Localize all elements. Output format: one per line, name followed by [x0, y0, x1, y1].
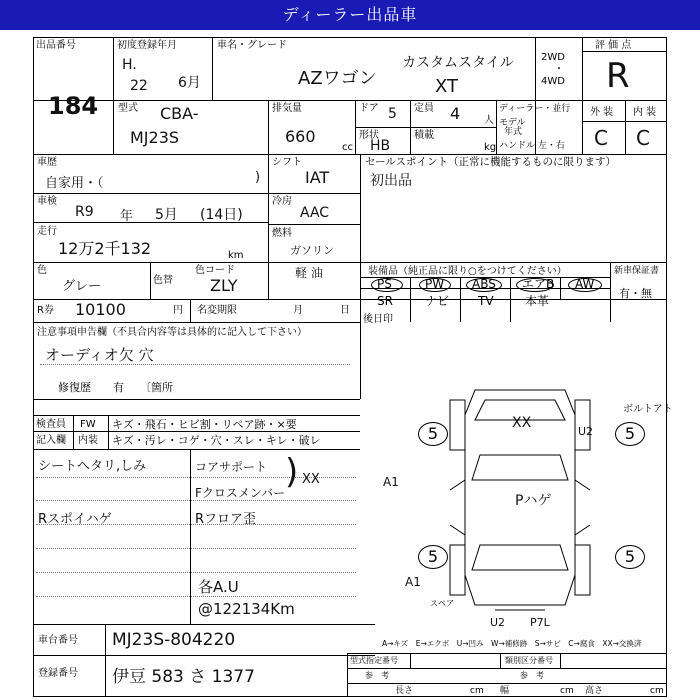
chassis-label: 車台番号 — [38, 635, 78, 646]
fw-label: FW — [80, 419, 96, 430]
car-name-label: 車名・グレード — [217, 40, 287, 51]
diag-p-hage: Pハゲ — [515, 493, 552, 509]
ext-label: 外 装 — [590, 107, 614, 118]
bracket: ) — [285, 452, 299, 492]
color-code-label: 色コード — [195, 265, 235, 276]
dealer-parallel-label: ディーラー・並行 — [499, 104, 571, 114]
km-label: km — [228, 250, 244, 261]
after-stamp-label: 後日印 — [363, 314, 393, 325]
fmt-cat-label: 類別区分番号 — [505, 656, 553, 665]
header-title: ディーラー出品車 — [0, 0, 700, 30]
int-label: 内 装 — [633, 107, 657, 118]
remark-2: Rスポイハゲ — [38, 512, 112, 527]
height-label: 高さ — [585, 686, 604, 696]
first-reg-label: 初度登録年月 — [117, 40, 177, 51]
remark-r-4: 各A.U — [198, 578, 239, 596]
fmt-cert-label: 型式指定番号 — [350, 656, 398, 665]
repair-has: 有 — [113, 381, 124, 394]
grade-value: カスタムスタイル — [402, 55, 514, 71]
month-label: 月 — [293, 305, 303, 316]
notes-value: オーディオ欠 穴 — [45, 346, 154, 364]
sales-point-label: セールスポイント（正常に機能するものに限ります） — [365, 156, 617, 168]
marks-ext: キズ・飛石・ヒビ割・リペア跡・×要 — [112, 418, 297, 431]
first-reg-year: 22 — [130, 78, 148, 94]
remark-r-5: @122134Km — [198, 600, 295, 618]
inspector-label: 検査員 — [36, 419, 66, 430]
shift-value: IAT — [305, 168, 330, 187]
drive-2wd: 2WD — [541, 52, 565, 63]
fuel-1: ガソリン — [290, 244, 334, 257]
history-label: 車歴 — [37, 157, 57, 168]
insp-day: (14日) — [200, 207, 243, 223]
aircon-value: AAC — [300, 205, 330, 221]
tyre-fr: 5 — [615, 422, 645, 446]
first-reg-era: H. — [122, 57, 137, 73]
interior-label: 内装 — [78, 435, 98, 446]
remark-xx: XX — [302, 472, 320, 487]
model-b-value: MJ23S — [130, 128, 180, 147]
inspection-label: 車検 — [37, 196, 57, 207]
grade-value-2: XT — [435, 76, 459, 97]
spare-label: スペア — [430, 599, 454, 608]
steering-label: ハンドル 左・右 — [499, 141, 565, 151]
mileage-value: 12万2千132 — [58, 239, 152, 258]
recycle-label: R券 — [37, 305, 54, 316]
entry-label: 記入欄 — [36, 435, 66, 446]
model-label: 型式 — [118, 103, 138, 114]
rating-label: 評 価 点 — [595, 40, 632, 51]
color-value: グレー — [62, 279, 102, 294]
eq-leather[interactable]: 本革 — [525, 294, 550, 308]
ref-label-1: 参 考 — [365, 671, 389, 680]
yen-label: 円 — [173, 305, 183, 316]
length-label: 長さ — [395, 686, 414, 696]
insp-year: 年 — [120, 209, 134, 224]
eq-ps[interactable]: PS — [377, 277, 392, 291]
repair-part: 〔箇所 — [140, 381, 173, 394]
remark-r-3: Rフロア歪 — [195, 512, 257, 527]
fuel-2: 軽 油 — [295, 266, 323, 280]
diag-p7l: P7L — [530, 616, 550, 629]
displacement-value: 660 — [285, 127, 316, 146]
chassis-value: MJ23S-804220 — [112, 630, 236, 650]
equipment-label: 装備品（純正品に限り○をつけてください） — [368, 266, 567, 277]
notes-label: 注意事項申告欄（不具合内容等は具体的に記入して下さい） — [37, 327, 307, 338]
rating-value: R — [606, 56, 630, 96]
tyre-rl: 5 — [418, 545, 448, 569]
remark-1: シートへタリ,しみ — [38, 459, 147, 474]
ext-value: C — [594, 126, 608, 150]
fuel-label: 燃料 — [272, 228, 292, 239]
tyre-fl: 5 — [418, 422, 448, 446]
sales-point-value: 初出品 — [370, 173, 412, 189]
model-year-label-1: モデル — [499, 118, 526, 128]
eq-aw-circle — [568, 278, 602, 292]
history-close: ) — [255, 170, 261, 185]
reg-no-label: 登録番号 — [38, 668, 78, 679]
color-code-value: ZLY — [210, 276, 238, 295]
cargo-label: 積載 — [414, 130, 434, 141]
legend: A→キズ E→エクボ U→凹み W→補修跡 S→サビ C→腐食 XX→交換済 — [382, 639, 642, 648]
ref-label-2: 参 考 — [520, 671, 544, 680]
aircon-label: 冷房 — [272, 196, 292, 207]
diag-bolt: ボルトアト — [623, 404, 673, 415]
eq-airbag-circle — [516, 278, 554, 292]
insp-era: R9 — [75, 204, 94, 220]
doors-label: ドア — [359, 103, 379, 114]
diag-a1-rear: A1 — [405, 575, 421, 589]
eq-navi[interactable]: ナビ — [425, 294, 450, 308]
eq-pw-circle — [419, 278, 451, 292]
insp-month: 5月 — [155, 207, 178, 223]
capacity-label: 定員 — [414, 103, 434, 114]
remark-r-2: Fクロスメンバー — [195, 486, 286, 500]
cc-label: cc — [342, 142, 353, 153]
history-value: 自家用・（ — [45, 176, 104, 191]
car-name-value: AZワゴン — [298, 68, 377, 89]
mileage-label: 走行 — [37, 226, 57, 237]
kg-label: kg — [484, 142, 497, 153]
reg-no-value: 伊豆 583 さ 1377 — [112, 667, 255, 687]
eq-airbag[interactable]: エアB — [522, 277, 555, 291]
shape-label: 形状 — [359, 130, 379, 141]
repair-label: 修復歴 — [58, 381, 91, 394]
width-cm: cm — [560, 686, 574, 696]
first-reg-month: 6月 — [178, 75, 201, 91]
person-label: 人 — [484, 115, 494, 126]
eq-sr[interactable]: SR — [377, 294, 393, 308]
doors-value: 5 — [388, 106, 397, 122]
diag-xx: XX — [512, 415, 532, 431]
lot-no-label: 出品番号 — [36, 40, 76, 51]
diag-u2-top: U2 — [578, 425, 594, 438]
drive-4wd: 4WD — [541, 76, 565, 87]
eq-pw[interactable]: PW — [425, 277, 445, 291]
capacity-value: 4 — [450, 104, 461, 123]
lot-no-value: 184 — [48, 92, 99, 120]
remark-r-1: コアサポート — [195, 460, 268, 474]
diag-a1-left: A1 — [383, 475, 399, 489]
shape-value: HB — [370, 138, 391, 154]
name-change-label: 名変期限 — [197, 305, 237, 316]
warranty-value: 有・無 — [619, 287, 652, 300]
warranty-label: 新車保証書 — [614, 266, 660, 276]
tyre-rr: 5 — [615, 545, 645, 569]
height-cm: cm — [650, 686, 664, 696]
eq-ps-circle — [371, 278, 403, 292]
marks-int: キズ・汚レ・コゲ・穴・スレ・キレ・破レ — [112, 434, 321, 447]
eq-abs[interactable]: ABS — [472, 277, 496, 291]
diag-u2-bottom: U2 — [490, 616, 506, 629]
eq-aw[interactable]: AW — [575, 277, 595, 291]
length-cm: cm — [470, 686, 484, 696]
color-change-label: 色替 — [153, 275, 173, 286]
day-label: 日 — [340, 305, 350, 316]
model-a-value: CBA- — [160, 104, 199, 123]
recycle-value: 10100 — [75, 300, 126, 319]
shift-label: シフト — [272, 157, 302, 168]
model-year-label-2: 年式 — [504, 127, 523, 137]
drive-dot: ・ — [554, 64, 564, 75]
displacement-label: 排気量 — [272, 103, 302, 114]
eq-abs-circle — [466, 278, 502, 292]
width-label: 幅 — [500, 686, 510, 696]
color-label: 色 — [37, 265, 47, 276]
int-value: C — [636, 126, 650, 150]
eq-tv[interactable]: TV — [478, 294, 494, 308]
